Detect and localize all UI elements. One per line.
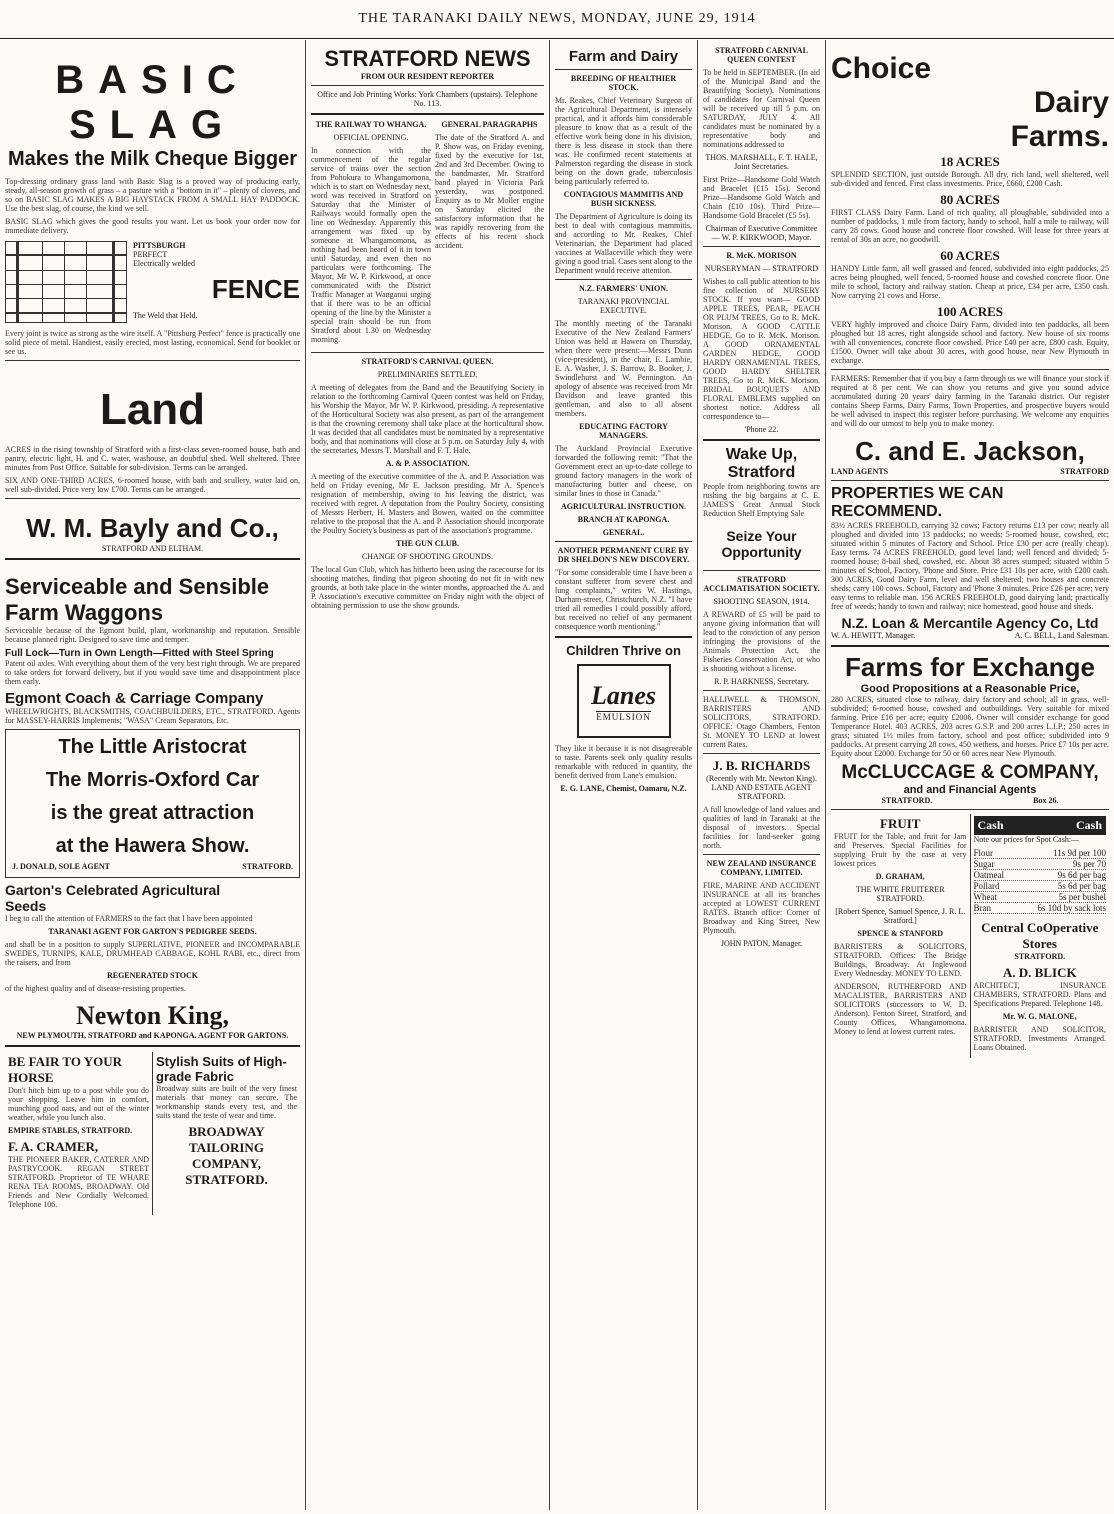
cash-price-row: Flour 11s 9d per 100 [973, 848, 1106, 858]
fence-perfect: PERFECT [133, 250, 168, 259]
land-body-1: ACRES in the rising township of Stratford with a first-class seven-roomed house, bath and pantry, electric light, H. and C. water, washouse, an doubtful shed. Well sheltered. Three minutes from Post Office. Suitable for sub-division. Terms can be arranged. [5, 445, 300, 472]
nz-insurance-manager: JOHN PATON, Manager. [720, 939, 803, 948]
nz-loan-salesman: A. C. BELL, Land Salesman. [1014, 631, 1109, 640]
land-body-2: SIX AND ONE-THIRD ACRES, 6-roomed house, with bath and scullery, water laid on, well sub-divided. Price very low £700. Terms can be arranged. [5, 476, 300, 494]
column-3 [550, 40, 698, 1510]
coop-place: STRATFORD. [1014, 952, 1066, 961]
general-heading: GENERAL. [602, 528, 645, 537]
richards-title: J. B. RICHARDS [712, 758, 811, 773]
cash-price-list [974, 848, 1107, 914]
cash-price-row: Oatmeal 9s 6d per bag [973, 870, 1106, 880]
basic-slag-title: BASIC SLAG [55, 58, 250, 147]
wake-up-body: People from neighboring towns are rushing the big bargains at C. E. JAMES'S Great Annual Stock Reduction Shelf Emptying Sale [703, 482, 820, 518]
acres-18-heading: 18 ACRES [940, 154, 1000, 169]
aristocrat-line-4: at the Hawera Show. [55, 835, 250, 857]
cramer-title: F. A. CRAMER, [8, 1139, 99, 1154]
mccluccage-box: Box 26. [1033, 796, 1059, 805]
acres-100-body: VERY highly improved and choice Dairy Farm, divided into ten paddocks, all been ploughed but 18 acres, right alongside school and factory. New house of six rooms with all conveniences, concrete floor cowshed. Price £40 per acre, £800 cash. Equity, £1500. Owner will take about 30 acres, with good house, near New Plymouth in exchange. [831, 320, 1109, 365]
fence-ad [5, 241, 300, 323]
nz-insurance-body: FIRE, MARINE AND ACCIDENT INSURANCE at all its branches accepted at LOWEST CURRENT RATES. Branch office: Corner of Broadway and King Street, New Plymouth. [703, 881, 820, 935]
nz-loan-title: N.Z. Loan & Mercantile Agency Co, Ltd [841, 615, 1099, 631]
waggons-full-lock: Full Lock—Turn in Own Length—Fitted with Steel Spring [5, 648, 274, 659]
column-5 [826, 40, 1114, 1510]
basic-slag-body-2: BASIC SLAG which gives the good results you want. Let us book your order now for immediate delivery. [5, 217, 300, 235]
carnival-heading: STRATFORD'S CARNIVAL QUEEN. [361, 357, 494, 366]
coop-title: Central CoOperative Stores [981, 920, 1099, 951]
cash-price-row: Bran 6s 10d by sack lots [973, 903, 1106, 913]
waggons-title-1: Serviceable and Sensible [5, 574, 270, 599]
cash-note: Note our prices for Spot Cash:— [973, 835, 1080, 844]
nursery-phone: 'Phone 22. [744, 425, 779, 434]
lanes-emulsion-text: EMULSION [596, 711, 651, 722]
managers-body: The Auckland Provincial Executive forwarded the following remit: "That the Government erect an up-to-date college to ground factory managers in the work of manufacturing butter and cheese, on similar lines to those in Canada." [555, 444, 692, 498]
basic-slag-body: Top-dressing ordinary grass land with Basic Slag is a proved way of producing early, steady, all-season growth of grass – a pasture with a "bottom in it" – plenty of clovers, and so on BASIC SLAG MAKES A BIG HAYSTACK FROM A SMALL HAY PADDOCK. Use the best slag, of course, the kind we sell. [5, 177, 300, 213]
egmont-subtitle: WHEELWRIGHTS, BLACKSMITHS, COACHBUILDERS, ETC., STRATFORD. Agents for MASSEY-HARRIS Implements; "WASA" Cream Separators, Etc. [5, 707, 300, 725]
acres-100-heading: 100 ACRES [936, 304, 1004, 319]
railway-subheading: OFFICIAL OPENING. [333, 133, 409, 142]
carnival-body: A meeting of delegates from the Band and the Beautifying Society in relation to the forthcoming Carnival Queen contest was held on Friday, his Worship the Mayor, Mr W. P. Kirkwood, presiding. A representative of the Horticultural Society was also present, as part of the arrangement is that the crowning ceremony shall take place at the horticultural show. It was decided that all candidates must be nominated by a representative body, and that nominations will close at 5 p.m. on Saturday July 4, with the secretaries, Messrs T. Marshall and F. T. Hale. [311, 383, 544, 455]
nursery-body: Wishes to call public attention to his fine collection of NURSERY STOCK. If you want— GOOD APPLE TREES, PEAR, PEACH OR PLUM TREES, Go to R. McK. Morison. A GOOD CATTLE HEDGE, Go to R. McK. Morison. A GOOD ORNAMENTAL GARDEN HEDGE, GOOD HARDY ORNAMENTAL TREES, GOOD HARDY SHELTER TREES, Go to R. McK. Morison. BRIDAL BOUQUETS AND FLORAL EMBLEMS supplied on shortest notice. Address all correspondence to— [703, 277, 820, 421]
nz-loan-manager: W. A. HEWITT, Manager. [831, 631, 916, 640]
garton-title-1: Garton's Celebrated Agricultural [5, 882, 221, 898]
carnival-contest-title: STRATFORD CARNIVAL QUEEN CONTEST [715, 46, 808, 64]
choice-title-3: Farms. [1010, 120, 1109, 153]
fence-pittsburgh: PITTSBURGH [133, 241, 186, 250]
farm-dairy-title: Farm and Dairy [568, 48, 679, 65]
aristocrat-line-1: The Little Aristocrat [58, 736, 247, 758]
masthead: THE TARANAKI DAILY NEWS, MONDAY, JUNE 29, 1914 [0, 0, 1114, 39]
general-paragraphs-body: The date of the Stratford A. and P. Show was, on Friday evening, fixed by the executive for 1st, 2nd and 3rd December. Owing to the bandmaster, Mr. Stratford band played in Victoria Park yesterday, was postponed. Enquiry as to Mr Moller engine on Saturday elicited the satisfactory information that he was rapidly recovering from the effects of his recent shock accident. [434, 133, 544, 250]
lanes-body: They like it because it is not disagreeable to taste. Parents seek only quality results remarkable with reduced in quantity, the benefit derived from Lane's emulsion. [555, 744, 692, 780]
aristocrat-line-2: The Morris-Oxford Car [45, 769, 260, 791]
farmers-union-heading: N.Z. FARMERS' UNION. [579, 284, 668, 293]
column-1 [0, 40, 306, 1510]
acclimatisation-body: A REWARD of £5 will be paid to anyone giving information that will lead to the conviction of any person infringing the provisions of the Animals Protection Act, the Fisheries Conservation Act, or who is shooting without a license. [703, 610, 820, 673]
broadway-tailoring: BROADWAY TAILORING COMPANY, STRATFORD. [185, 1124, 268, 1187]
spence-body: BARRISTERS & SOLICITORS, STRATFORD. Offices: The Bridge Buildings, Broadway. At Inglewood Every Wednesday. MONEY TO LEND. [834, 942, 967, 978]
acres-80-body: FIRST CLASS Dairy Farm. Land of rich quality, all ploughable, subdivided into a number of paddocks, 1 mile from factory, handy to school, half a mile to railway, will carry 28 cows. Good house and concrete floor cowshed. Will lease for three years at rental of 30s an acre, no goodwill. [831, 208, 1109, 244]
choice-title-2: Dairy [1033, 86, 1109, 119]
gun-club-subheading: CHANGE OF SHOOTING GROUNDS. [361, 552, 494, 561]
egmont-title: Egmont Coach & Carriage Company [5, 690, 264, 707]
graham-subtitle: THE WHITE FRUITERER STRATFORD. [855, 885, 945, 903]
mccluccage-place: STRATFORD. [881, 796, 933, 805]
lanes-logo [577, 664, 671, 738]
be-fair-body: Don't hitch him up to a post while you do your shopping. Leave him in comfort, munching good oats, and out of the winter weather, while you lunch also. [8, 1086, 149, 1122]
mccluccage-subtitle: and and Financial Agents [903, 784, 1037, 796]
permanent-cure-body: "For some considerable time I have been a constant sufferer from severe chest and lung complaints," writes W. Hastings, Durham-street, Christchurch, N.Z. "I have tried all remedies I could possibly afford, but received no relief of any permanent consequence worth mentioning." [555, 568, 692, 631]
carnival-contest-body: To be held in SEPTEMBER. (In aid of the Municipal Band and the Beautifying Society). Nominations of candidates for Carnival Queen will be received up till 5 p.m. on SATURDAY, JULY 4. All candidates must be nominated by a representative body and nominations addressed to [703, 68, 820, 149]
carnival-contest-chair: Chairman of Executive Committee— W. P. KIRKWOOD, Mayor. [705, 224, 818, 242]
exchange-subtitle: Good Propositions at a Reasonable Price, [860, 683, 1080, 695]
farmers-union-body: The monthly meeting of the Taranaki Executive of the New Zealand Farmers' Union was held at Hawera on Thursday, when there were present:—Messrs Dunn (vice-president), in the chair, E. Lambie, E. A. Washer, J. S. Barrow, B. Booker, J. Swindlehurst and W. Pennington. An apology of absence was received from Mr Davidson and leave granted this gentleman, and also to all absent members. [555, 319, 692, 418]
farmers-union-subheading: TARANAKI PROVINCIAL EXECUTIVE. [577, 297, 670, 315]
stratford-news-office: Office and Job Printing Works: York Chambers (upstairs). Telephone No. 113. [317, 90, 538, 108]
exchange-body: 280 ACRES, situated close to railway, dairy factory and school; all in grass, well-subdivided; 6-roomed house, cowshed and outbuildings. Very suitable for mixed farming. Price £16 per acre; equity £2006. Owner will consider exchange for good Temperance Hotel. 403 ACRES, 203 acres G.S.P. and 200 acres L.I.P.; 250 acres in grass; situated 1½ miles from factory, school and post office; subdivided into 9 paddocks. At present carrying 28 cows, 450 wethers, and horses. Price £7 10s per acre. Equity about £2000. Exchange for 50 or 60 acres near New Plymouth. [831, 695, 1109, 758]
lanes-logo-text: Lanes [591, 680, 656, 710]
waggons-title-2: Farm Waggons [5, 600, 164, 625]
fence-weld-held: The Weld that Held. [133, 311, 198, 320]
spence-header: [Robert Spence, Samuel Spence, J. R. L. Stratford.] [835, 907, 966, 925]
bayly-subtitle: STRATFORD AND ELTHAM. [101, 544, 204, 553]
column-2 [306, 40, 550, 1510]
bottom-right-ads [831, 814, 1109, 1058]
garton-agent: TARANAKI AGENT FOR GARTON'S PEDIGREE SEEDS. [48, 927, 257, 936]
fence-title: FENCE [211, 274, 300, 304]
richards-subtitle: (Recently with Mr. Newton King). LAND AND ESTATE AGENT STRATFORD. [706, 774, 817, 801]
aristocrat-ad [5, 729, 300, 878]
column-4 [698, 40, 826, 1510]
malone-body: BARRISTER AND SOLICITOR, STRATFORD. Investments Arranged. Loans Obtained. [973, 1025, 1106, 1052]
bayly-title: W. M. Bayly and Co., [26, 513, 279, 543]
garton-body-2: and shall be in a position to supply SUPERLATIVE, PIONEER and INCOMPARABLE SWEDES, TURNIPS, KALE, DRUMHEAD CABBAGE, KOHL RABI, etc., direct from the raisers, and from [5, 940, 300, 967]
lanes-heading: Children Thrive on [566, 643, 681, 658]
waggons-body-2: Patent oil axles. With everything about them of the very best right through. We are prepared to take orders for forward delivery, but if you would save time and disappointment place them early. [5, 659, 300, 686]
breeding-heading: BREEDING OF HEALTHIER STOCK. [570, 74, 677, 92]
bottom-ads [5, 1052, 300, 1215]
cash-price-row: Sugar 9s per 70 [973, 859, 1106, 869]
suits-body: Broadway suits are built of the very finest materials that money can secure. The workmanship stands every test, and the suits stand the teste of wear and time. [156, 1084, 297, 1120]
cramer-body: THE PIONEER BAKER, CATERER AND PASTRYCOOK. REGAN STREET STRATFORD. Proprietor of TE WHARE RENA TEA ROOMS, BROADWAY. Old Friends and New Cordially Welcomed. Telephone 106. [8, 1155, 149, 1209]
waggons-body: Serviceable because of the Egmont build, plant, workmanship and reputation. Sensible because planned right. Designed to save time and temper. [5, 626, 300, 644]
carnival-contest-prizes: First Prize—Handsome Gold Watch and Bracelet (£15 15s). Second Prize—Handsome Gold Watch and Chain (£10 10s). Third Prize—Handsome Gold Bracelet (£5 5s). [703, 175, 820, 220]
choice-title-1: Choice [831, 52, 932, 85]
acres-80-heading: 80 ACRES [940, 192, 1000, 207]
acclimatisation-heading: STRATFORD ACCLIMATISATION SOCIETY. [703, 575, 820, 593]
aristocrat-line-3: is the great attraction [50, 802, 255, 824]
fence-body: Every joint is twice as strong as the wire itself. A "Pittsburg Perfect" fence is practically one solid piece of metal. Handiest, easily erected, most lasting, economical. Send for booklet or see us. [5, 329, 300, 356]
cash-right: Cash [1075, 818, 1102, 832]
aristocrat-place: STRATFORD. [242, 862, 293, 871]
malone-title: Mr. W. G. MALONE, [1002, 1012, 1077, 1021]
nursery-heading: NURSERYMAN — STRATFORD [704, 264, 819, 273]
gun-club-body: The local Gun Club, which has hitherto been using the racecourse for its shooting matches, finding that pigeon shooting do not fit in with new grounds, at both take place in the winter months, approached the A. and P. Association's executive committee on Friday night with the object of obtaining permission to use the show grounds. [311, 565, 544, 610]
garton-title-2: Seeds [5, 898, 47, 914]
shooting-season-heading: SHOOTING SEASON, 1914. [713, 597, 810, 606]
ap-association-body: A meeting of the executive committee of the A. and P. Association was held on Friday evening, Mr E. Jackson presiding. Mr A. Spence's resignation of membership, owing to his leaving the district, was received with regret. A deputation from the Poultry Society, consisting of Messrs Herbert, H. Masters and Bowen, waited on the committee relative to the proposal that the A. and P. Association should incorporate the Poultry Society's business as part of the association's programme. [311, 472, 544, 535]
garton-body-3: of the highest quality and of disease-resisting properties. [5, 984, 186, 993]
anderson-ad: ANDERSON, RUTHERFORD AND MACALISTER, BARRISTERS AND SOLICITORS (successors to W. D. Anderson). Fenton Street, Stratford, and County Offices, Whangamomona. Money to lend at lowest current rates. [834, 982, 967, 1036]
lanes-agent: E. G. LANE, Chemist, Oamaru, N.Z. [560, 784, 687, 793]
ap-association-heading: A. & P. ASSOCIATION. [385, 459, 470, 468]
newton-king-subtitle: NEW PLYMOUTH, STRATFORD and KAPONGA. AGENT FOR GARTONS. [16, 1031, 289, 1040]
mammitis-heading: CONTAGIOUS MAMMITIS AND BUSH SICKNESS. [563, 190, 684, 208]
permanent-cure-heading: ANOTHER PERMANENT CURE BY DR SHELDON'S NEW DISCOVERY. [557, 546, 690, 564]
acres-60-heading: 60 ACRES [940, 248, 1000, 263]
exchange-title: Farms for Exchange [845, 652, 1095, 682]
newton-king-title: Newton King, [75, 1001, 230, 1030]
nz-insurance-title: NEW ZEALAND INSURANCE COMPANY, LIMITED. [706, 859, 817, 877]
acclimatisation-secretary: R. P. HARKNESS, Secretary. [714, 677, 809, 686]
graham-name: D. GRAHAM, [875, 872, 925, 881]
properties-title: PROPERTIES WE CAN RECOMMEND. [831, 485, 1004, 520]
seize-opportunity: Seize Your Opportunity [721, 528, 802, 560]
railway-body: In connection with the commencement of the regular service of trains over the section from Pohokura to Whangamomona, which is to start on Wednesday next, word was received in Stratford on Saturday that the Minister of Railways would formally open the line on Wednesday. Apparently this arrangement was fixed up by someone at Whangamomona, as nothing had been heard of it in town until Saturday, and even then no particulars were forthcoming. The Mayor, Mr W. P. Kirkwood, at once communicated with the District Traffic Manager at Wanganui urging that if there was to be an official opening of the line by the Minister a special train should be run from Stratford about 1.30 on Wednesday morning. [311, 146, 431, 344]
breeding-body: Mr. Reakes, Chief Veterinary Surgeon of the Agricultural Department, is intensely practical, and it affords him considerable pleasure to know that as a result of the effective work being done in his division, there is less disease in stock than there was. He confirmed recent statements at Palmerston regarding the disease in stock being on the down grade, tuberculosis being particularly referred to. [555, 96, 692, 186]
garton-body: I beg to call the attention of FARMERS to the fact that I have been appointed [5, 914, 253, 923]
fruit-body: FRUIT for the Table, and fruit for Jam and Preserves. Special Facilities for supplying Fruit by the case at very lowest prices [834, 832, 967, 868]
basic-slag-subtitle: Makes the Milk Cheque Bigger [8, 148, 297, 170]
mccluccage-title: McCLUCCAGE & COMPANY, [841, 762, 1099, 783]
be-fair-title: BE FAIR TO YOUR HORSE [8, 1054, 123, 1085]
aristocrat-agent: J. DONALD, SOLE AGENT [12, 862, 111, 871]
managers-heading: EDUCATING FACTORY MANAGERS. [579, 422, 668, 440]
fence-illustration [5, 241, 127, 323]
stratford-news-subtitle: FROM OUR RESIDENT REPORTER [360, 72, 495, 81]
jackson-stratford: STRATFORD [1060, 467, 1109, 476]
richards-body: A full knowledge of land values and qualities of land in Taranaki at the disposal of investors. Special facilities for land-seeker going north. [703, 805, 820, 850]
fence-welded: Electrically welded [133, 259, 195, 268]
mammitis-body: The Department of Agriculture is doing its best to deal with contagious mammitis, and according to Mr. Reakes, Chief Veterinarian, the Department had placed vaccines at Wallaceville which they were giving a good trial. Cases sent along to the Department would receive attention. [555, 212, 692, 275]
kaponga-heading: BRANCH AT KAPONGA. [577, 515, 670, 524]
land-title: Land [99, 385, 206, 434]
acres-60-body: HANDY Little farm, all well grassed and fenced, subdivided into eight paddocks, 25 acres being ploughed, well fenced, 5-roomed house and cowshed concrete floor. One mile to school, factory and railway station. Cheap at price, £34 per acre, £350 cash. Now carrying 21 cows and Horse. [831, 264, 1109, 300]
suits-title: Stylish Suits of High-grade Fabric [156, 1054, 287, 1084]
empire-stables: EMPIRE STABLES, STRATFORD. [8, 1126, 133, 1135]
cash-left: Cash [977, 818, 1004, 832]
carnival-subheading: PRELIMINARIES SETTLED. [377, 370, 478, 379]
railway-heading: THE RAILWAY TO WHANGA. [315, 120, 427, 129]
gun-club-heading: THE GUN CLUB. [396, 539, 459, 548]
morison-name: R. McK. MORISON [726, 251, 797, 260]
jackson-title: C. and E. Jackson, [855, 436, 1085, 466]
halliwell-ad: HALLIWELL & THOMSON, BARRISTERS AND SOLICITORS, STRATFORD. OFFICE: Otago Chambers, Fenton St. MONEY TO LEND at lowest current Rates. [703, 695, 820, 749]
blick-title: A. D. BLICK [1002, 965, 1077, 980]
farmers-note: FARMERS: Remember that if you buy a farm through us we will finance your stock if required at 8 per cent. We can show you returns and give you sound advice accumulated during 20 years' dairy farming in the Taranaki district. Our register contains Sheep Farms, Dairy Farms, Town Properties, and prospective buyers would be well advised to inspect this register before purchasing. We welcome any enquiries and will do our utmost to help you to make money. [831, 374, 1109, 428]
cash-price-row: Pollard 5s 6d per bag [973, 881, 1106, 891]
garton-regenerated: REGENERATED STOCK [106, 971, 199, 980]
general-paragraphs-heading: GENERAL PARAGRAPHS [441, 120, 538, 129]
cash-banner [974, 816, 1107, 835]
acres-18-body: SPLENDID SECTION, just outside Borough. All dry, rich land, well sheltered, well sub-divided and fenced. First class investments. Price, £660, £200 Cash. [831, 170, 1109, 188]
carnival-contest-names: THOS. MARSHALL, F. T. HALE, Joint Secretaries. [705, 153, 818, 171]
jackson-land-agents: LAND AGENTS [831, 467, 889, 476]
cash-price-row: Wheat 5s per bushel [973, 892, 1106, 902]
instruction-heading: AGRICULTURAL INSTRUCTION. [560, 502, 687, 511]
wake-up-title: Wake Up, Stratford [725, 446, 798, 481]
blick-body: ARCHITECT, INSURANCE CHAMBERS, STRATFORD. Plans and Specifications Prepared. Telephone 148. [973, 981, 1106, 1008]
properties-body: 83½ ACRES FREEHOLD, carrying 32 cows; Factory returns £13 per cow; nearly all ploughed and divided into 13 paddocks; no weeds; 5-roomed house, cowshed, etc; situated within 5 minutes of Factory and School. Price £30 per acre (really cheap). Easy terms. 74 ACRES FREEHOLD, good level land; well fenced and divided; 5-roomed house; 8-bail shed, cowshed, etc. About 38 acres stumped; situated within 5 minutes of School, Factory, 'Phone and Store. Price £31 10s per acre, with £200 cash. 300 ACRES, Good Dairy Farm, level and well sheltered; two houses and concrete sheds; carry 100 cows. School, Factory and 'Phone 3 minutes. Price £26 per acre; very easy terms to reliable man. 156 ACRES FREEHOLD, good dairying land; practically free of weeds; handy to town and railway; nice homestead, good house and sheds. [831, 521, 1109, 611]
spence-title: SPENCE & STANFORD [857, 929, 944, 938]
stratford-news-title: STRATFORD NEWS [324, 46, 531, 71]
fruit-title: FRUIT [880, 816, 921, 831]
